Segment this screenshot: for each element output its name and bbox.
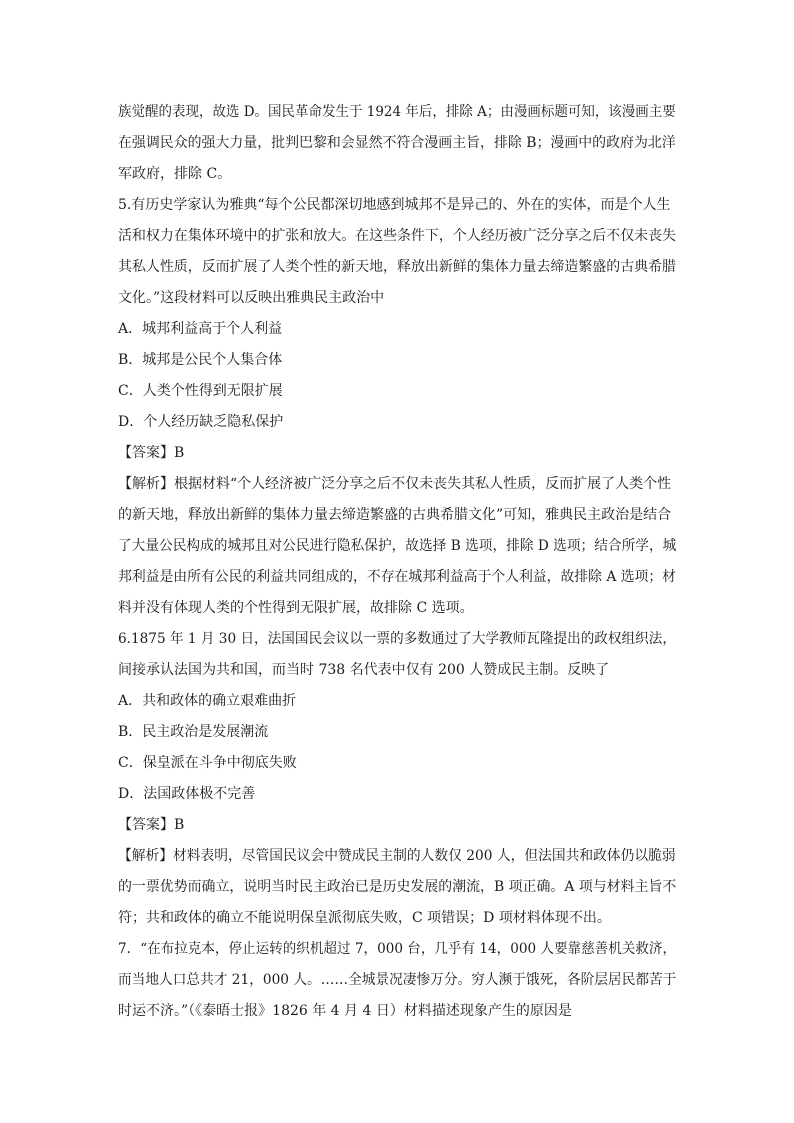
answer-line: 【答案】B [118, 445, 185, 461]
text-line: 在强调民众的强大力量，批判巴黎和会显然不符合漫画主旨，排除 B；漫画中的政府为北洋 [118, 135, 676, 151]
option-c: C．人类个性得到无限扩展 [118, 383, 283, 399]
analysis-text: 【解析】材料表明，尽管国民议会中赞成民主制的人数仅 200 人，但法国共和政体仍以脆弱 [118, 848, 676, 864]
option-a: A．共和政体的确立艰难曲折 [118, 693, 297, 709]
option-b: B．民主政治是发展潮流 [118, 724, 269, 740]
option-b: B．城邦是公民个人集合体 [118, 352, 283, 368]
text-line: 符；共和政体的确立不能说明保皇派彻底失败，C 项错误；D 项材料体现不出。 [118, 910, 611, 926]
text-line: 的新天地，释放出新鲜的集体力量去缔造繁盛的古典希腊文化”可知，雅典民主政治是结合 [118, 507, 672, 523]
text-line: 族觉醒的表现，故选 D。国民革命发生于 1924 年后，排除 A；由漫画标题可知，该漫画主要 [118, 104, 676, 120]
question-7-text: 7．“在布拉克本，停止运转的织机超过 7，000 台，几乎有 14，000 人要靠慈善机关救济， [118, 941, 677, 957]
text-line: 料并没有体现人类的个性得到无限扩展，故排除 C 选项。 [118, 600, 474, 616]
text-line: 文化。”这段材料可以反映出雅典民主政治中 [118, 290, 385, 306]
text-line: 活和权力在集体环境中的扩张和放大。在这些条件下，个人经历被广泛分享之后不仅未丧失 [118, 228, 676, 244]
question-6-text: 6.1875 年 1 月 30 日，法国国民会议以一票的多数通过了大学教师瓦隆提出的政权组织法， [118, 631, 676, 647]
answer-line: 【答案】B [118, 817, 185, 833]
text-line: 其私人性质，反而扩展了人类个性的新天地，释放出新鲜的集体力量去缔造繁盛的古典希腊 [118, 259, 676, 275]
option-c: C．保皇派在斗争中彻底失败 [118, 755, 297, 771]
text-line: 邦利益是由所有公民的利益共同组成的，不存在城邦利益高于个人利益，故排除 A 选项；材 [118, 569, 677, 585]
option-d: D．法国政体极不完善 [118, 786, 256, 802]
text-line: 时运不济。”（《泰晤士报》1826 年 4 月 4 日）材料描述现象产生的原因是 [118, 1003, 572, 1019]
text-line: 间接承认法国为共和国，而当时 738 名代表中仅有 200 人赞成民主制。反映了 [118, 662, 610, 678]
text-line: 的一票优势而确立，说明当时民主政治已是历史发展的潮流，B 项正确。A 项与材料主旨不 [118, 879, 677, 895]
question-5-text: 5.有历史学家认为雅典“每个公民都深切地感到城邦不是异己的、外在的实体，而是个人生 [118, 197, 671, 213]
option-a: A．城邦利益高于个人利益 [118, 321, 283, 337]
text-line: 军政府，排除 C。 [118, 166, 232, 182]
option-d: D．个人经历缺乏隐私保护 [118, 414, 284, 430]
text-line: 而当地人口总共才 21，000 人。……全城景况凄惨万分。穷人濒于饿死，各阶层居民都苦于 [118, 972, 677, 988]
text-line: 了大量公民构成的城邦且对公民进行隐私保护，故选择 B 选项，排除 D 选项；结合所学，城 [118, 538, 677, 554]
analysis-text: 【解析】根据材料“个人经济被广泛分享之后不仅未丧失其私人性质，反而扩展了人类个性 [118, 476, 672, 492]
